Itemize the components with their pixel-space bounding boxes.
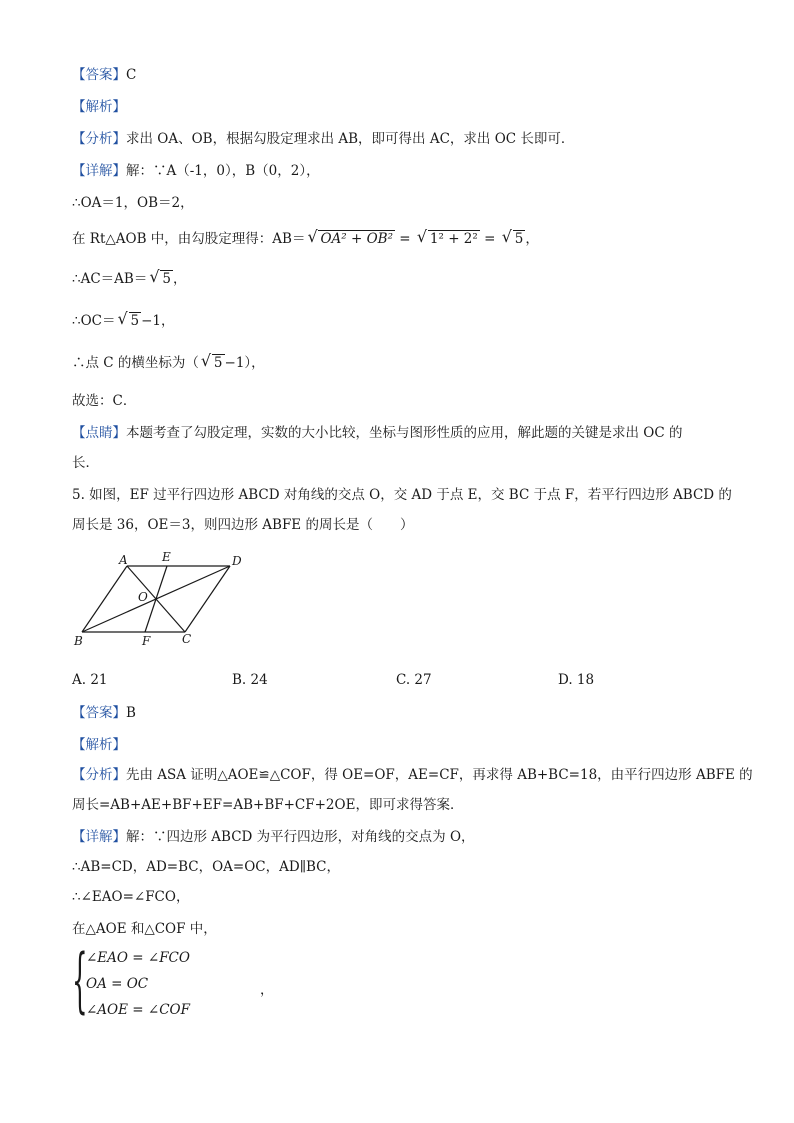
- option-b: B. 24: [232, 672, 268, 688]
- detail-text-2: 解：∵四边形 ABCD 为平行四边形，对角线的交点为 O，: [126, 829, 475, 845]
- coord-suffix: −1），: [224, 355, 265, 371]
- analysis-text: 求出 OA、OB，根据勾股定理求出 AB，即可得出 AC，求出 OC 长即可．: [126, 131, 575, 147]
- label-c: C: [182, 632, 192, 646]
- left-brace: {: [72, 939, 88, 1021]
- ac-prefix: ∴AC＝AB＝: [72, 271, 148, 287]
- analysis-text-2: 先由 ASA 证明△AOE≌△COF，得 OE=OF，AE=CF，再求得 AB+BC=18，由平行四边形 ABFE 的: [126, 767, 753, 783]
- parallelogram-figure: [70, 548, 250, 652]
- detail-line-4: [72, 270, 186, 288]
- label-a: A: [119, 553, 128, 567]
- answer-line-2: [72, 704, 136, 722]
- detail-line-7: 故选：C．: [72, 393, 137, 409]
- analysis-tag: 【分析】: [72, 131, 126, 147]
- detail-line-2: ∴OA＝1，OB＝2，: [72, 195, 194, 211]
- system-eq-1: ∠EAO = ∠FCO: [86, 950, 190, 966]
- comment-text: 本题考查了勾股定理，实数的大小比较，坐标与图形性质的应用，解此题的关键是求出 OC 的: [126, 425, 683, 441]
- option-d: D. 18: [558, 672, 595, 688]
- comma-2: ，: [172, 271, 187, 287]
- comma-1: ，: [525, 231, 539, 247]
- detail-line-5: [72, 312, 175, 330]
- pythagoras-prefix: 在 Rt△AOB 中，由勾股定理得：AB＝: [72, 231, 306, 247]
- comment-line-2: 长．: [72, 455, 99, 471]
- system-eq-2: OA = OC: [86, 976, 149, 992]
- equals-1: =: [395, 231, 415, 247]
- radical-6: √ 5: [201, 354, 225, 372]
- label-b: B: [74, 634, 83, 648]
- oc-prefix: ∴OC＝: [72, 313, 116, 329]
- equals-2: =: [479, 231, 500, 247]
- radical-1: √ OA² + OB²: [307, 230, 395, 248]
- analysis-tag-2: 【分析】: [72, 767, 126, 783]
- analysis-heading-2: 【解析】: [72, 737, 126, 753]
- answer-tag: 【答案】: [72, 67, 126, 83]
- radical-5: √ 5: [118, 312, 142, 330]
- analysis-line-3: 周长=AB+AE+BF+EF=AB+BF+CF+2OE，即可求得答案．: [72, 797, 464, 813]
- question-5-line-1: 5. 如图，EF 过平行四边形 ABCD 对角线的交点 O，交 AD 于点 E，交 BC 于点 F，若平行四边形 ABCD 的: [72, 487, 732, 503]
- label-d: D: [232, 554, 242, 568]
- label-e: E: [162, 550, 171, 564]
- equation-system: [72, 939, 274, 1022]
- detail-line-6: [72, 354, 265, 372]
- analysis-line-1: [72, 130, 574, 148]
- answer-line-1: [72, 66, 136, 84]
- system-comma: ，: [260, 982, 274, 998]
- detail-line-9: ∴AB=CD，AD=BC，OA=OC，AD∥BC，: [72, 859, 340, 875]
- answer-value-2: B: [126, 705, 136, 721]
- detail-line-10: ∴∠EAO=∠FCO，: [72, 889, 190, 905]
- question-5-line-2: 周长是 36，OE＝3，则四边形 ABFE 的周长是（ ）: [72, 517, 414, 533]
- detail-line-8: [72, 828, 475, 846]
- label-f: F: [142, 634, 151, 648]
- radical-3: √ 5: [502, 230, 526, 248]
- label-o: O: [138, 590, 148, 604]
- answer-tag-2: 【答案】: [72, 705, 126, 721]
- detail-tag: 【详解】: [72, 163, 126, 179]
- detail-line-11: 在△AOE 和△COF 中，: [72, 921, 217, 937]
- option-a: A. 21: [72, 672, 108, 688]
- detail-tag-2: 【详解】: [72, 829, 126, 845]
- option-c: C. 27: [396, 672, 432, 688]
- comment-line-1: [72, 424, 682, 442]
- oc-suffix: −1，: [141, 313, 175, 329]
- detail-line-1: [72, 162, 320, 180]
- detail-text: 解：∵A（-1，0），B（0，2），: [126, 163, 320, 179]
- detail-line-3: [72, 230, 539, 248]
- radical-2: √ 1² + 2²: [417, 230, 480, 248]
- coord-prefix: ∴点 C 的横坐标为（: [72, 355, 199, 371]
- segment-ef: [145, 566, 167, 632]
- system-eq-3: ∠AOE = ∠COF: [86, 1002, 190, 1018]
- analysis-heading-1: 【解析】: [72, 99, 126, 115]
- radical-4: √ 5: [149, 270, 173, 288]
- comment-tag: 【点睛】: [72, 425, 126, 441]
- answer-value: C: [126, 67, 137, 83]
- analysis-line-2: [72, 766, 753, 784]
